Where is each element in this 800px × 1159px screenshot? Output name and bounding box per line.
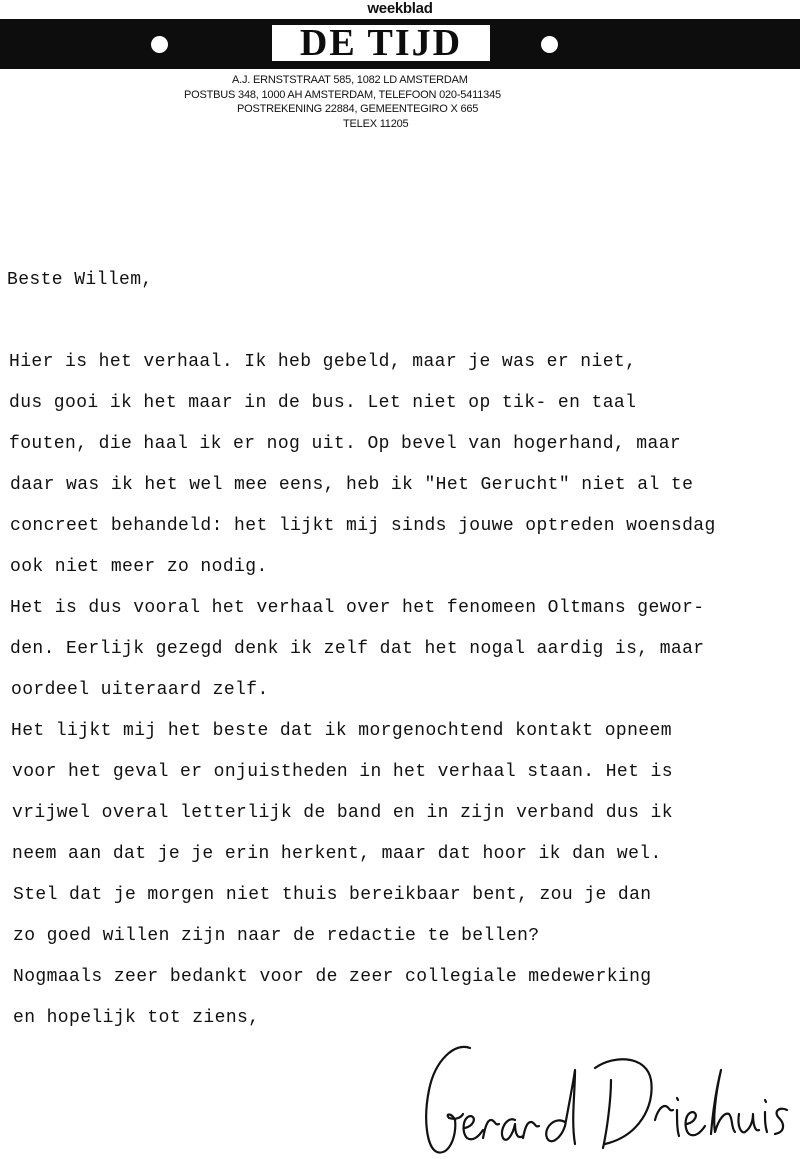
- address-line: POSTBUS 348, 1000 AH AMSTERDAM, TELEFOON 020-5411345: [184, 88, 501, 101]
- letter-line: vrijwel overal letterlijk de band en in zijn verband dus ik: [12, 803, 673, 823]
- letter-line: zo goed willen zijn naar de redactie te bellen?: [13, 926, 540, 946]
- handwritten-signature: [415, 1040, 795, 1155]
- letter-line: oordeel uiteraard zelf.: [11, 680, 269, 700]
- letter-line: en hopelijk tot ziens,: [13, 1008, 260, 1028]
- letter-line: dus gooi ik het maar in de bus. Let niet op tik- en taal: [9, 393, 637, 413]
- letter-line: den. Eerlijk gezegd denk ik zelf dat het nogal aardig is, maar: [10, 639, 705, 659]
- letter-line: fouten, die haal ik er nog uit. Op bevel van hogerhand, maar: [9, 434, 682, 454]
- masthead-band: [0, 19, 800, 69]
- address-line: POSTREKENING 22884, GEMEENTEGIRO X 665: [237, 103, 479, 115]
- masthead-box: [272, 22, 490, 64]
- letterhead-kicker: weekblad: [367, 0, 433, 17]
- letter-body: [7, 270, 716, 1028]
- letter-line: Nogmaals zeer bedankt voor de zeer collegiale medewerking: [13, 967, 652, 987]
- letter-line: Stel dat je morgen niet thuis bereikbaar bent, zou je dan: [13, 885, 652, 905]
- letter-line: Hier is het verhaal. Ik heb gebeld, maar je was er niet,: [9, 352, 637, 372]
- masthead-dot-left: [151, 36, 168, 53]
- letter-line: Het lijkt mij het beste dat ik morgenochtend kontakt opneem: [11, 721, 672, 741]
- letter-line: concreet behandeld: het lijkt mij sinds jouwe optreden woensdag: [10, 516, 716, 536]
- letter-line: Het is dus vooral het verhaal over het fenomeen Oltmans gewor-: [10, 598, 705, 618]
- letter-line: daar was ik het wel mee eens, heb ik "Het Gerucht" niet al te: [10, 475, 694, 495]
- masthead-dot-right: [541, 36, 558, 53]
- salutation: Beste Willem,: [7, 270, 153, 290]
- letter-line: voor het geval er onjuistheden in het verhaal staan. Het is: [12, 762, 673, 782]
- letter-line: ook niet meer zo nodig.: [10, 557, 268, 577]
- address-line: A.J. ERNSTSTRAAT 585, 1082 LD AMSTERDAM: [232, 74, 468, 86]
- letter-line: neem aan dat je je erin herkent, maar dat hoor ik dan wel.: [12, 844, 662, 864]
- address-line: TELEX 11205: [343, 117, 409, 130]
- masthead-title: DE TIJD: [299, 22, 463, 64]
